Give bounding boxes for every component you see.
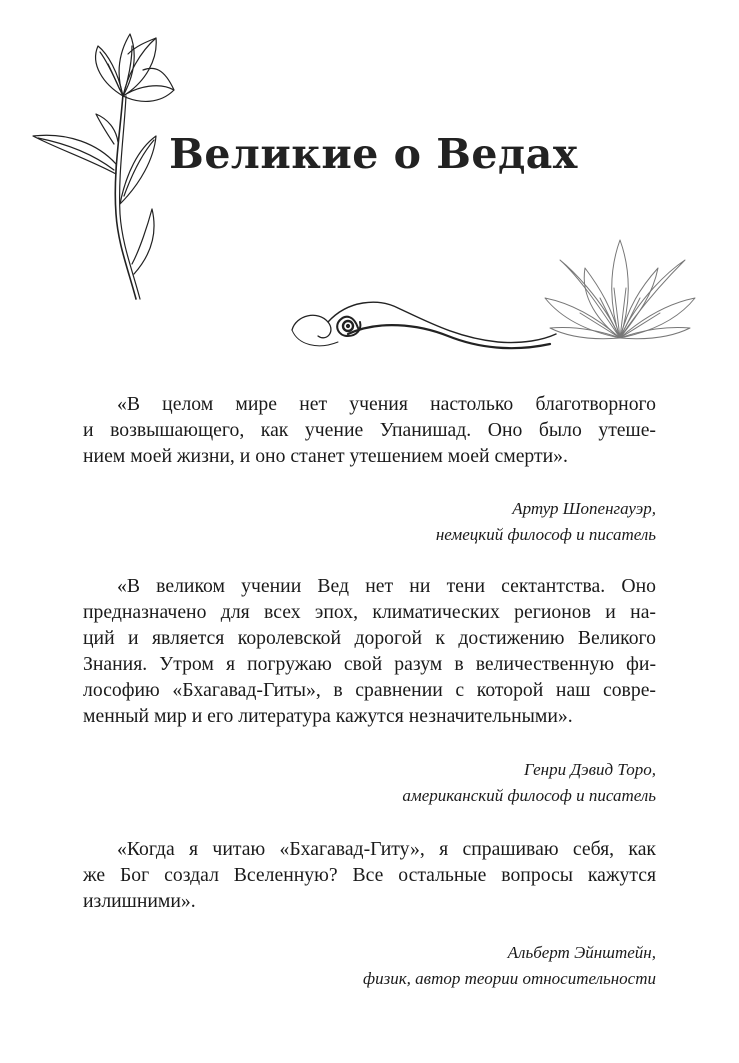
quote-line: «В целом мире нет учения настолько благотворного: [117, 393, 656, 415]
quote-line: же Бог создал Вселенную? Все остальные вопросы кажутся: [83, 864, 656, 886]
quote-attribution: [83, 496, 656, 548]
author-role: немецкий философ и писатель: [435, 525, 656, 544]
quote-line: и возвышающего, как учение Упанишад. Оно было утеше-: [83, 419, 656, 441]
quote-block: [83, 836, 656, 914]
author-name: Генри Дэвид Торо,: [523, 760, 656, 779]
author-role: американский философ и писатель: [402, 786, 656, 805]
author-name: Альберт Эйнштейн,: [507, 943, 656, 962]
page-title: Великие о Ведах: [169, 130, 578, 178]
quote-line: «Когда я читаю «Бхагавад-Гиту», я спрашиваю себя, как: [117, 838, 656, 860]
quote-line: менный мир и его литература кажутся незначительными».: [83, 705, 573, 727]
decorative-flourish-ornament: [288, 290, 558, 370]
quote-line: «В великом учении Вед нет ни тени сектантства. Оно: [117, 575, 656, 597]
quote-line: ций и является королевской дорогой к достижению Великого: [83, 627, 656, 649]
author-role: физик, автор теории относительности: [363, 969, 656, 988]
quote-attribution: [83, 757, 656, 809]
quote-line: нием моей жизни, и оно станет утешением моей смерти».: [83, 445, 568, 467]
quote-line: Знания. Утром я погружаю свой разум в величественную фи-: [83, 653, 656, 675]
quote-attribution: [83, 940, 656, 992]
quote-line: предназначено для всех эпох, климатических регионов и на-: [83, 601, 656, 623]
quote-block: [83, 573, 656, 729]
quote-line: излишними».: [83, 890, 196, 912]
quote-block: [83, 391, 656, 469]
author-name: Артур Шопенгауэр,: [512, 499, 656, 518]
lotus-flower-right-illustration: [540, 228, 700, 353]
quote-line: лософию «Бхагавад-Гиты», в сравнении с которой наш совре-: [83, 679, 656, 701]
